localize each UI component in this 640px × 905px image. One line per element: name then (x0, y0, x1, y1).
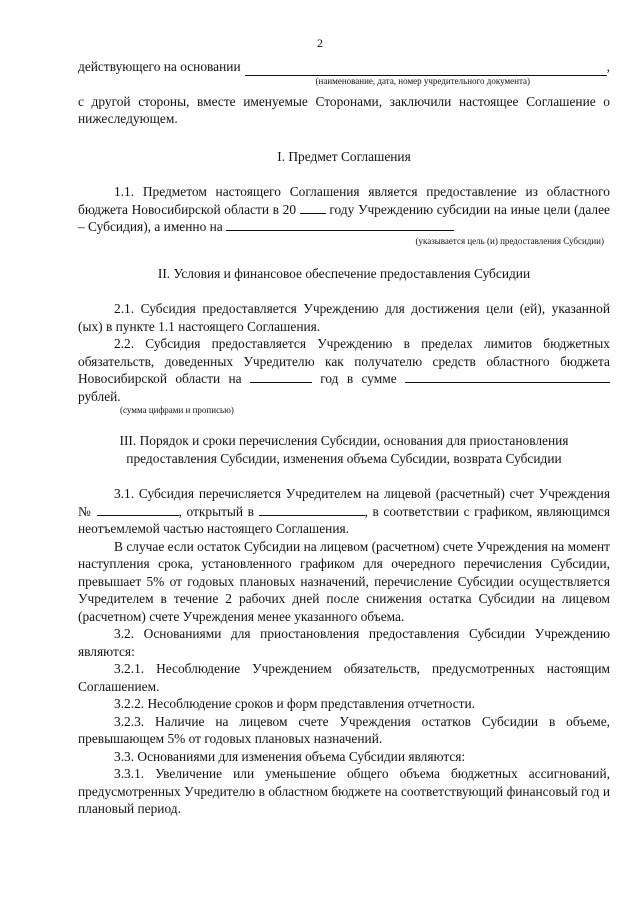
section2-heading: II. Условия и финансовое обеспечение предоставления Субсидии (157, 265, 531, 281)
document-body (78, 58, 610, 818)
budget-year-blank (250, 370, 312, 383)
preamble-paragraph: с другой стороны, вместе именуемые Сторонами, заключили настоящее Соглашение о нижеследующем. (78, 93, 610, 126)
year-blank (300, 201, 326, 214)
account-number-blank (97, 503, 179, 516)
clause-3-2-3: 3.2.3. Наличие на лицевом счете Учреждения остатков Субсидии в объеме, превышающем 5% от годовых плановых назначений. (78, 713, 610, 746)
section1-heading: I. Предмет Соглашения (277, 148, 411, 164)
clause-2-2: 2.2. Субсидия предоставляется Учреждению в пределах лимитов бюджетных обязательств, доведенных Учредителю как получателю средств областного бюджета Новосибирской области на год в сумме рублей. (78, 336, 610, 404)
clause-3-1: 3.1. Субсидия перечисляется Учредителем на лицевой (расчетный) счет Учреждения № , открытый в , в соответствии с графиком, являющимся неотъемлемой частью настоящего Соглашения. (78, 486, 610, 536)
amount-blank (405, 370, 610, 383)
clause-3-2: 3.2. Основаниями для приостановления предоставления Субсидии Учреждению являются: (78, 626, 610, 659)
clause-3-2-2: 3.2.2. Несоблюдение сроков и форм представления отчетности. (114, 696, 476, 711)
purpose-blank (226, 218, 454, 231)
clause-3-1-remainder: В случае если остаток Субсидии на лицевом (расчетном) счете Учреждения на момент наступления срока, установленного графиком для очередного перечисления Субсидии, превышает 5% от годовых плановых назначений, перечисление Субсидии осуществляется Учредителем в течение 2 рабочих дней после снижения остатка Субсидии на лицевом (расчетном) счете Учреждения менее указанного объема. (78, 538, 610, 624)
section3-heading-line1: III. Порядок и сроки перечисления Субсидии, основания для приостановления (119, 433, 569, 448)
bank-blank (259, 503, 365, 516)
section1-paragraph: 1.1. Предметом настоящего Соглашения является предоставление из областного бюджета Новосибирской области в 20 году Учреждению субсидии на иные цели (далее – Субсидия), а именно на (78, 184, 610, 234)
preamble-line1 (78, 58, 610, 76)
section3-heading-line2: предоставления Субсидии, изменения объема Субсидии, возврата Субсидии (126, 450, 562, 466)
caption-founding-document: (наименование, дата, номер учредительного документа) (315, 75, 530, 86)
preamble-comma: , (606, 59, 610, 74)
clause-2-1: 2.1. Субсидия предоставляется Учреждению для достижения цели (ей), указанной (ых) в пункте 1.1 настоящего Соглашения. (78, 301, 610, 334)
clause-3-2-1: 3.2.1. Несоблюдение Учреждением обязательств, предусмотренных настоящим Соглашением. (78, 661, 610, 694)
preamble-fill-line (245, 62, 607, 76)
page-number: 2 (317, 36, 323, 50)
clause-3-3: 3.3. Основаниями для изменения объема Субсидии являются: (114, 748, 466, 764)
caption-purpose: (указывается цель (и) предоставления Субсидии) (415, 235, 604, 246)
clause-3-3-1: 3.3.1. Увеличение или уменьшение общего объема бюджетных ассигнований, предусмотренных Учредителю в областном бюджете на соответствующий финансовый год и плановый период. (78, 766, 610, 816)
caption-amount: (сумма цифрами и прописью) (120, 405, 234, 415)
preamble-text: действующего на основании (78, 59, 241, 74)
